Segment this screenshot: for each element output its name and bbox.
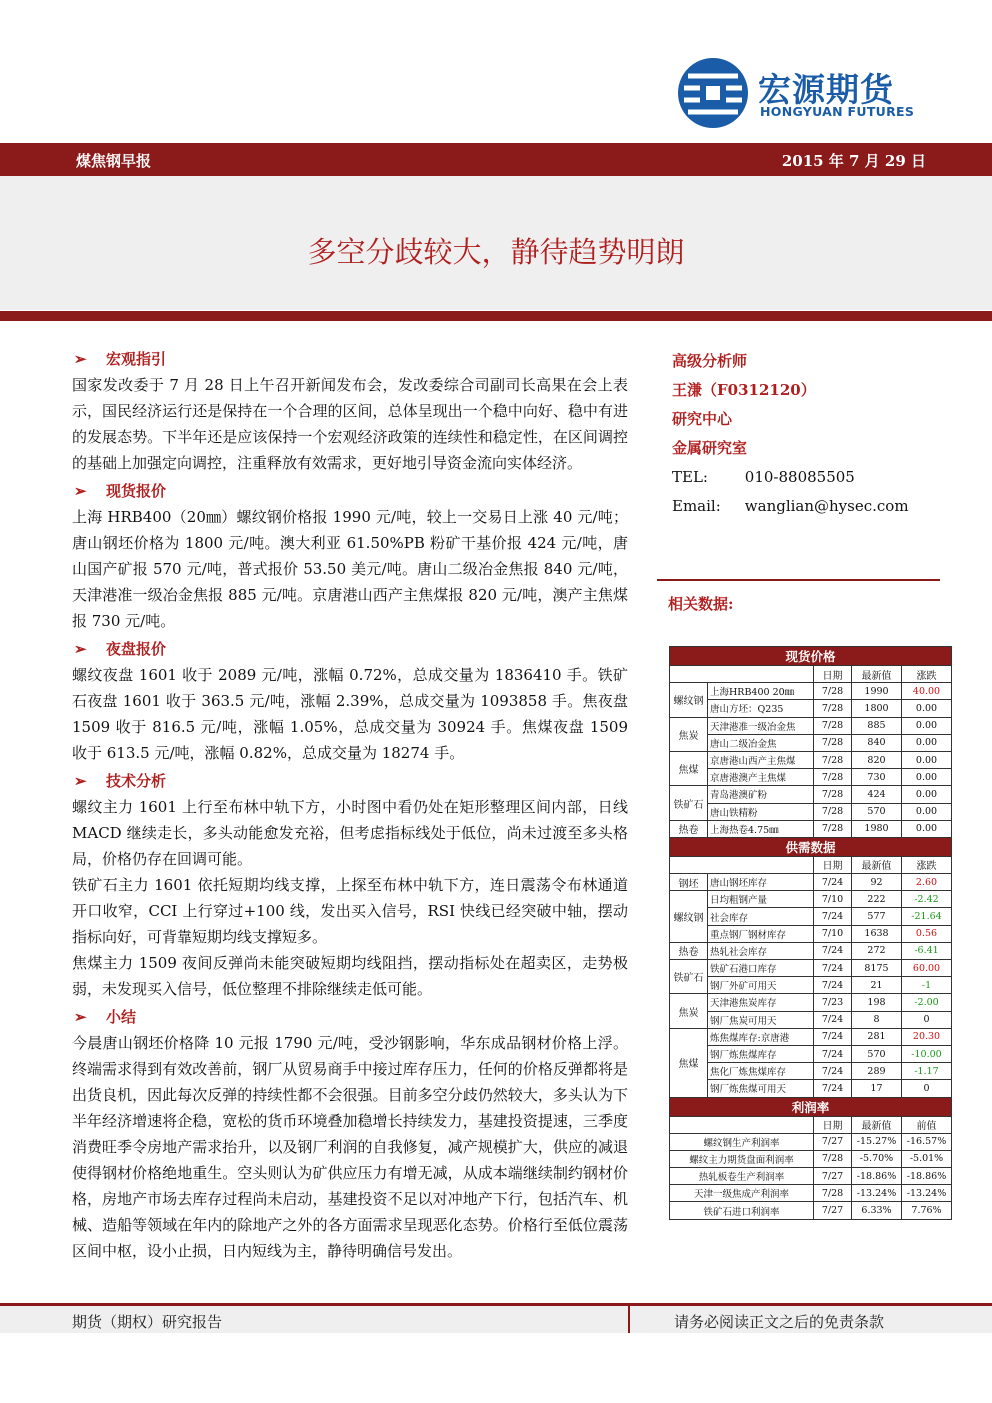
column-header: 日期 <box>814 856 852 873</box>
table-row <box>670 734 952 751</box>
table-row <box>670 960 952 977</box>
row-date: 7/28 <box>814 751 852 768</box>
row-category: 焦炭 <box>670 717 708 751</box>
row-item: 炼焦煤库存:京唐港 <box>708 1028 814 1045</box>
table-row <box>670 1185 952 1202</box>
table-section-header <box>670 837 952 856</box>
analyst-name: 王溓（F0312120） <box>672 381 816 399</box>
row-change: 0.00 <box>902 769 952 786</box>
row-change: -10.00 <box>902 1045 952 1062</box>
table-section-title: 供需数据 <box>670 837 952 856</box>
row-item: 社会库存 <box>708 908 814 925</box>
row-change: 2.60 <box>902 874 952 891</box>
table-row <box>670 1133 952 1150</box>
row-change: 0 <box>902 1011 952 1028</box>
row-date: 7/24 <box>814 908 852 925</box>
row-value: -18.86% <box>852 1168 902 1185</box>
row-item: 热轧板卷生产利润率 <box>670 1168 814 1185</box>
row-item: 钢厂外矿可用天 <box>708 977 814 994</box>
row-date: 7/24 <box>814 960 852 977</box>
row-value: 222 <box>852 891 902 908</box>
table-row <box>670 1063 952 1080</box>
row-value: 570 <box>852 803 902 820</box>
row-change: 0.00 <box>902 717 952 734</box>
row-category: 焦煤 <box>670 751 708 785</box>
section-heading <box>72 478 628 504</box>
row-date: 7/24 <box>814 1063 852 1080</box>
tel-value: 010-88085505 <box>744 468 855 486</box>
logo-english-name: HONGYUAN FUTURES <box>760 104 915 119</box>
row-category: 铁矿石 <box>670 786 708 820</box>
section-heading-text: 小结 <box>106 1008 137 1026</box>
column-header: 涨跌 <box>902 666 952 683</box>
row-prev: -16.57% <box>902 1133 952 1150</box>
table-row <box>670 1011 952 1028</box>
header-empty-cell <box>670 856 814 873</box>
table-row <box>670 908 952 925</box>
row-value: 8175 <box>852 960 902 977</box>
row-date: 7/24 <box>814 1011 852 1028</box>
row-item: 天津一级焦成产利润率 <box>670 1185 814 1202</box>
column-header: 日期 <box>814 1116 852 1133</box>
table-row <box>670 1028 952 1045</box>
table-row <box>670 994 952 1011</box>
row-change: -1.17 <box>902 1063 952 1080</box>
row-value: 885 <box>852 717 902 734</box>
section-heading-text: 现货报价 <box>106 482 167 500</box>
row-item: 热轧社会库存 <box>708 942 814 959</box>
table-row <box>670 1045 952 1062</box>
row-date: 7/24 <box>814 977 852 994</box>
row-change: 0.00 <box>902 803 952 820</box>
row-date: 7/28 <box>814 1150 852 1167</box>
row-change: -6.41 <box>902 942 952 959</box>
row-item: 螺纹主力期货盘面利润率 <box>670 1150 814 1167</box>
row-item: 天津港焦炭库存 <box>708 994 814 1011</box>
table-row <box>670 925 952 942</box>
page-title: 多空分歧较大，静待趋势明朗 <box>307 235 685 269</box>
analyst-tel <box>672 463 942 492</box>
row-value: 840 <box>852 734 902 751</box>
title-divider <box>0 311 992 321</box>
section-paragraph: 焦煤主力 1509 夜间反弹尚未能突破短期均线阻挡，摆动指标处在超卖区，走势极弱，未发现买入信号，低位整理不排除继续走低可能。 <box>72 954 628 998</box>
arrow-bullet-icon: ➢ <box>74 772 87 790</box>
row-date: 7/28 <box>814 786 852 803</box>
row-date: 7/24 <box>814 1045 852 1062</box>
row-value: 730 <box>852 769 902 786</box>
row-item: 钢厂焦炭可用天 <box>708 1011 814 1028</box>
row-value: 198 <box>852 994 902 1011</box>
row-value: 92 <box>852 874 902 891</box>
row-date: 7/28 <box>814 1185 852 1202</box>
table-section-title: 现货价格 <box>670 647 952 666</box>
row-change: 0 <box>902 1080 952 1097</box>
row-date: 7/10 <box>814 925 852 942</box>
row-item: 钢厂炼焦煤库存 <box>708 1045 814 1062</box>
report-name: 煤焦钢早报 <box>76 152 152 170</box>
table-row <box>670 820 952 837</box>
row-item: 日均粗钢产量 <box>708 891 814 908</box>
row-date: 7/28 <box>814 700 852 717</box>
email-label: Email: <box>672 497 721 515</box>
table-row <box>670 874 952 891</box>
hongyuan-logo-icon <box>676 56 750 130</box>
section-paragraph: 国家发改委于 7 月 28 日上午召开新闻发布会，发改委综合司副司长高果在会上表示，国民经济运行还是保持在一个合理的区间，总体呈现出一个稳中向好、稳中有进的发展态势。下半年还是应该保持一个宏观经济政策的连续性和稳定性，在区间调控的基础上加强定向调控，注重释放有效需求，更好地引导资金流向实体经济。 <box>72 376 628 472</box>
row-item: 天津港准一级冶金焦 <box>708 717 814 734</box>
analyst-info <box>672 347 942 521</box>
table-row <box>670 717 952 734</box>
row-change: 40.00 <box>902 683 952 700</box>
table-row <box>670 700 952 717</box>
arrow-bullet-icon: ➢ <box>74 350 87 368</box>
row-value: 1638 <box>852 925 902 942</box>
row-prev: 7.76% <box>902 1202 952 1219</box>
row-change: -21.64 <box>902 908 952 925</box>
row-value: 1980 <box>852 820 902 837</box>
row-prev: -5.01% <box>902 1150 952 1167</box>
analyst-email <box>672 492 942 521</box>
row-item: 铁矿石进口利润率 <box>670 1202 814 1219</box>
row-value: -15.27% <box>852 1133 902 1150</box>
table-row <box>670 769 952 786</box>
footer-disclaimer: 请务必阅读正文之后的免责条款 <box>673 1313 884 1331</box>
row-prev: -18.86% <box>902 1168 952 1185</box>
row-category: 焦煤 <box>670 1028 708 1097</box>
row-item: 钢厂炼焦煤可用天 <box>708 1080 814 1097</box>
footer-report-type: 期货（期权）研究报告 <box>72 1313 223 1331</box>
row-item: 京唐港山西产主焦煤 <box>708 751 814 768</box>
header-empty-cell <box>670 1116 814 1133</box>
row-value: -5.70% <box>852 1150 902 1167</box>
row-item: 唐山铁精粉 <box>708 803 814 820</box>
row-date: 7/28 <box>814 769 852 786</box>
row-change: -1 <box>902 977 952 994</box>
row-value: 281 <box>852 1028 902 1045</box>
page-footer <box>0 1303 992 1333</box>
row-change: 0.00 <box>902 734 952 751</box>
column-header: 最新值 <box>852 666 902 683</box>
row-value: 17 <box>852 1080 902 1097</box>
row-change: 0.00 <box>902 700 952 717</box>
section-paragraph: 上海 HRB400（20㎜）螺纹钢价格报 1990 元/吨，较上一交易日上涨 40 元/吨；唐山钢坯价格为 1800 元/吨。澳大利亚 61.50%PB 粉矿干基价报 424 元/吨，唐山国产矿报 570 元/吨，普式报价 53.50 美元/吨。唐山二级冶金焦报 840 元/吨，天津港准一级冶金焦报 885 元/吨。京唐港山西产主焦煤报 820 元/吨，澳产主焦煤报 730 元/吨。 <box>72 508 628 630</box>
column-header: 日期 <box>814 666 852 683</box>
row-value: 577 <box>852 908 902 925</box>
analyst-dept: 研究中心 <box>672 410 733 428</box>
row-item: 铁矿石港口库存 <box>708 960 814 977</box>
row-value: 8 <box>852 1011 902 1028</box>
logo-chinese-name: 宏源期货 <box>758 70 894 109</box>
report-header-bar <box>0 143 992 176</box>
header-empty-cell <box>670 666 814 683</box>
section-heading <box>72 346 628 372</box>
row-item: 螺纹钢生产利润率 <box>670 1133 814 1150</box>
row-item: 京唐港澳产主焦煤 <box>708 769 814 786</box>
column-header: 最新值 <box>852 856 902 873</box>
table-section-header <box>670 647 952 666</box>
row-item: 唐山二级冶金焦 <box>708 734 814 751</box>
side-divider <box>657 579 940 581</box>
row-date: 7/28 <box>814 717 852 734</box>
row-item: 上海HRB400 20㎜ <box>708 683 814 700</box>
row-value: 272 <box>852 942 902 959</box>
table-row <box>670 803 952 820</box>
row-change: 0.56 <box>902 925 952 942</box>
table-header-row <box>670 1116 952 1133</box>
section-heading <box>72 768 628 794</box>
column-header: 前值 <box>902 1116 952 1133</box>
market-data-table <box>669 646 952 1220</box>
analyst-role: 高级分析师 <box>672 352 748 370</box>
row-change: 0.00 <box>902 820 952 837</box>
row-value: 1990 <box>852 683 902 700</box>
table-header-row <box>670 666 952 683</box>
column-header: 涨跌 <box>902 856 952 873</box>
row-date: 7/28 <box>814 734 852 751</box>
section-heading-text: 宏观指引 <box>106 350 167 368</box>
row-value: 424 <box>852 786 902 803</box>
row-value: 570 <box>852 1045 902 1062</box>
section-heading-text: 夜盘报价 <box>106 640 167 658</box>
arrow-bullet-icon: ➢ <box>74 640 87 658</box>
tel-label: TEL: <box>672 468 708 486</box>
section-heading <box>72 1004 628 1030</box>
row-category: 钢坯 <box>670 874 708 891</box>
row-change: 60.00 <box>902 960 952 977</box>
section-paragraph: 螺纹夜盘 1601 收于 2089 元/吨，涨幅 0.72%，总成交量为 1836410 手。铁矿石夜盘 1601 收于 363.5 元/吨，涨幅 2.39%，总成交量为 1093858 手。焦夜盘 1509 收于 816.5 元/吨，涨幅 1.05%，总成交量为 30924 手。焦煤夜盘 1509 收于 613.5 元/吨，涨幅 0.82%，总成交量为 18274 手。 <box>72 666 628 762</box>
arrow-bullet-icon: ➢ <box>74 482 87 500</box>
row-date: 7/27 <box>814 1133 852 1150</box>
row-change: -2.00 <box>902 994 952 1011</box>
row-date: 7/28 <box>814 683 852 700</box>
row-category: 焦炭 <box>670 994 708 1028</box>
row-change: -2.42 <box>902 891 952 908</box>
table-row <box>670 786 952 803</box>
table-row <box>670 1168 952 1185</box>
row-date: 7/24 <box>814 1028 852 1045</box>
row-item: 唐山方坯：Q235 <box>708 700 814 717</box>
row-value: 6.33% <box>852 1202 902 1219</box>
row-date: 7/28 <box>814 803 852 820</box>
row-category: 热卷 <box>670 820 708 837</box>
row-change: 20.30 <box>902 1028 952 1045</box>
table-row <box>670 1202 952 1219</box>
table-header-row <box>670 856 952 873</box>
email-value[interactable]: wanglian@hysec.com <box>744 497 909 515</box>
table-row <box>670 751 952 768</box>
company-logo <box>676 54 926 134</box>
row-date: 7/28 <box>814 820 852 837</box>
table-row <box>670 683 952 700</box>
section-paragraph: 螺纹主力 1601 上行至布林中轨下方，小时图中看仍处在矩形整理区间内部，日线 MACD 继续走长，多头动能愈发充裕，但考虑指标线处于低位，尚未过渡至多头格局，价格仍存在回调可能。 <box>72 798 628 868</box>
row-item: 唐山钢坯库存 <box>708 874 814 891</box>
row-category: 螺纹钢 <box>670 891 708 943</box>
arrow-bullet-icon: ➢ <box>74 1008 87 1026</box>
section-heading <box>72 636 628 662</box>
table-section-header <box>670 1097 952 1116</box>
row-date: 7/27 <box>814 1168 852 1185</box>
row-item: 青岛港澳矿粉 <box>708 786 814 803</box>
section-paragraph: 铁矿石主力 1601 依托短期均线支撑，上探至布林中轨下方，连日震荡令布林通道开口收窄，CCI 上行穿过+100 线，发出买入信号，RSI 快线已经突破中轴，摆动指标向好，可背靠短期均线支撑短多。 <box>72 876 628 946</box>
main-content <box>72 344 628 1264</box>
footer-divider <box>628 1306 630 1333</box>
row-value: 21 <box>852 977 902 994</box>
column-header: 最新值 <box>852 1116 902 1133</box>
analyst-division: 金属研究室 <box>672 439 748 457</box>
row-value: -13.24% <box>852 1185 902 1202</box>
row-prev: -13.24% <box>902 1185 952 1202</box>
section-paragraph: 今晨唐山钢坯价格降 10 元报 1790 元/吨，受沙钢影响，华东成品钢材价格上浮。终端需求得到有效改善前，钢厂从贸易商手中接过库存压力，任何的价格反弹都将是出货良机，因此每次反弹的持续性都不会很强。目前多空分歧仍然较大，多头认为下半年经济增速将企稳，宽松的货币环境叠加稳增长持续发力，基建投资提速，三季度消费旺季令房地产需求抬升，以及钢厂利润的自我修复，减产规模扩大，供应的减退使得钢材价格绝地重生。空头则认为矿供应压力有增无减，从成本端继续制约钢材价格，房地产市场去库存过程尚未启动，基建投资不足以对冲地产下行，包括汽车、机械、造船等领域在年内的除地产之外的各方面需求呈现恶化态势。价格行至低位震荡区间中枢，设小止损，日内短线为主，静待明确信号发出。 <box>72 1034 628 1260</box>
row-item: 重点钢厂钢材库存 <box>708 925 814 942</box>
row-date: 7/10 <box>814 891 852 908</box>
table-row <box>670 942 952 959</box>
row-date: 7/23 <box>814 994 852 1011</box>
table-row <box>670 891 952 908</box>
row-category: 螺纹钢 <box>670 683 708 717</box>
row-category: 热卷 <box>670 942 708 959</box>
table-row <box>670 1150 952 1167</box>
row-value: 289 <box>852 1063 902 1080</box>
row-change: 0.00 <box>902 786 952 803</box>
row-change: 0.00 <box>902 751 952 768</box>
section-heading-text: 技术分析 <box>106 772 167 790</box>
table-section-title: 利润率 <box>670 1097 952 1116</box>
table-row <box>670 1080 952 1097</box>
row-item: 焦化厂炼焦煤库存 <box>708 1063 814 1080</box>
row-date: 7/24 <box>814 942 852 959</box>
row-item: 上海热卷4.75㎜ <box>708 820 814 837</box>
row-date: 7/24 <box>814 1080 852 1097</box>
report-date: 2015 年 7 月 29 日 <box>781 152 926 170</box>
row-category: 铁矿石 <box>670 960 708 994</box>
table-row <box>670 977 952 994</box>
row-date: 7/24 <box>814 874 852 891</box>
row-date: 7/27 <box>814 1202 852 1219</box>
row-value: 820 <box>852 751 902 768</box>
row-value: 1800 <box>852 700 902 717</box>
related-data-title: 相关数据: <box>668 595 734 613</box>
